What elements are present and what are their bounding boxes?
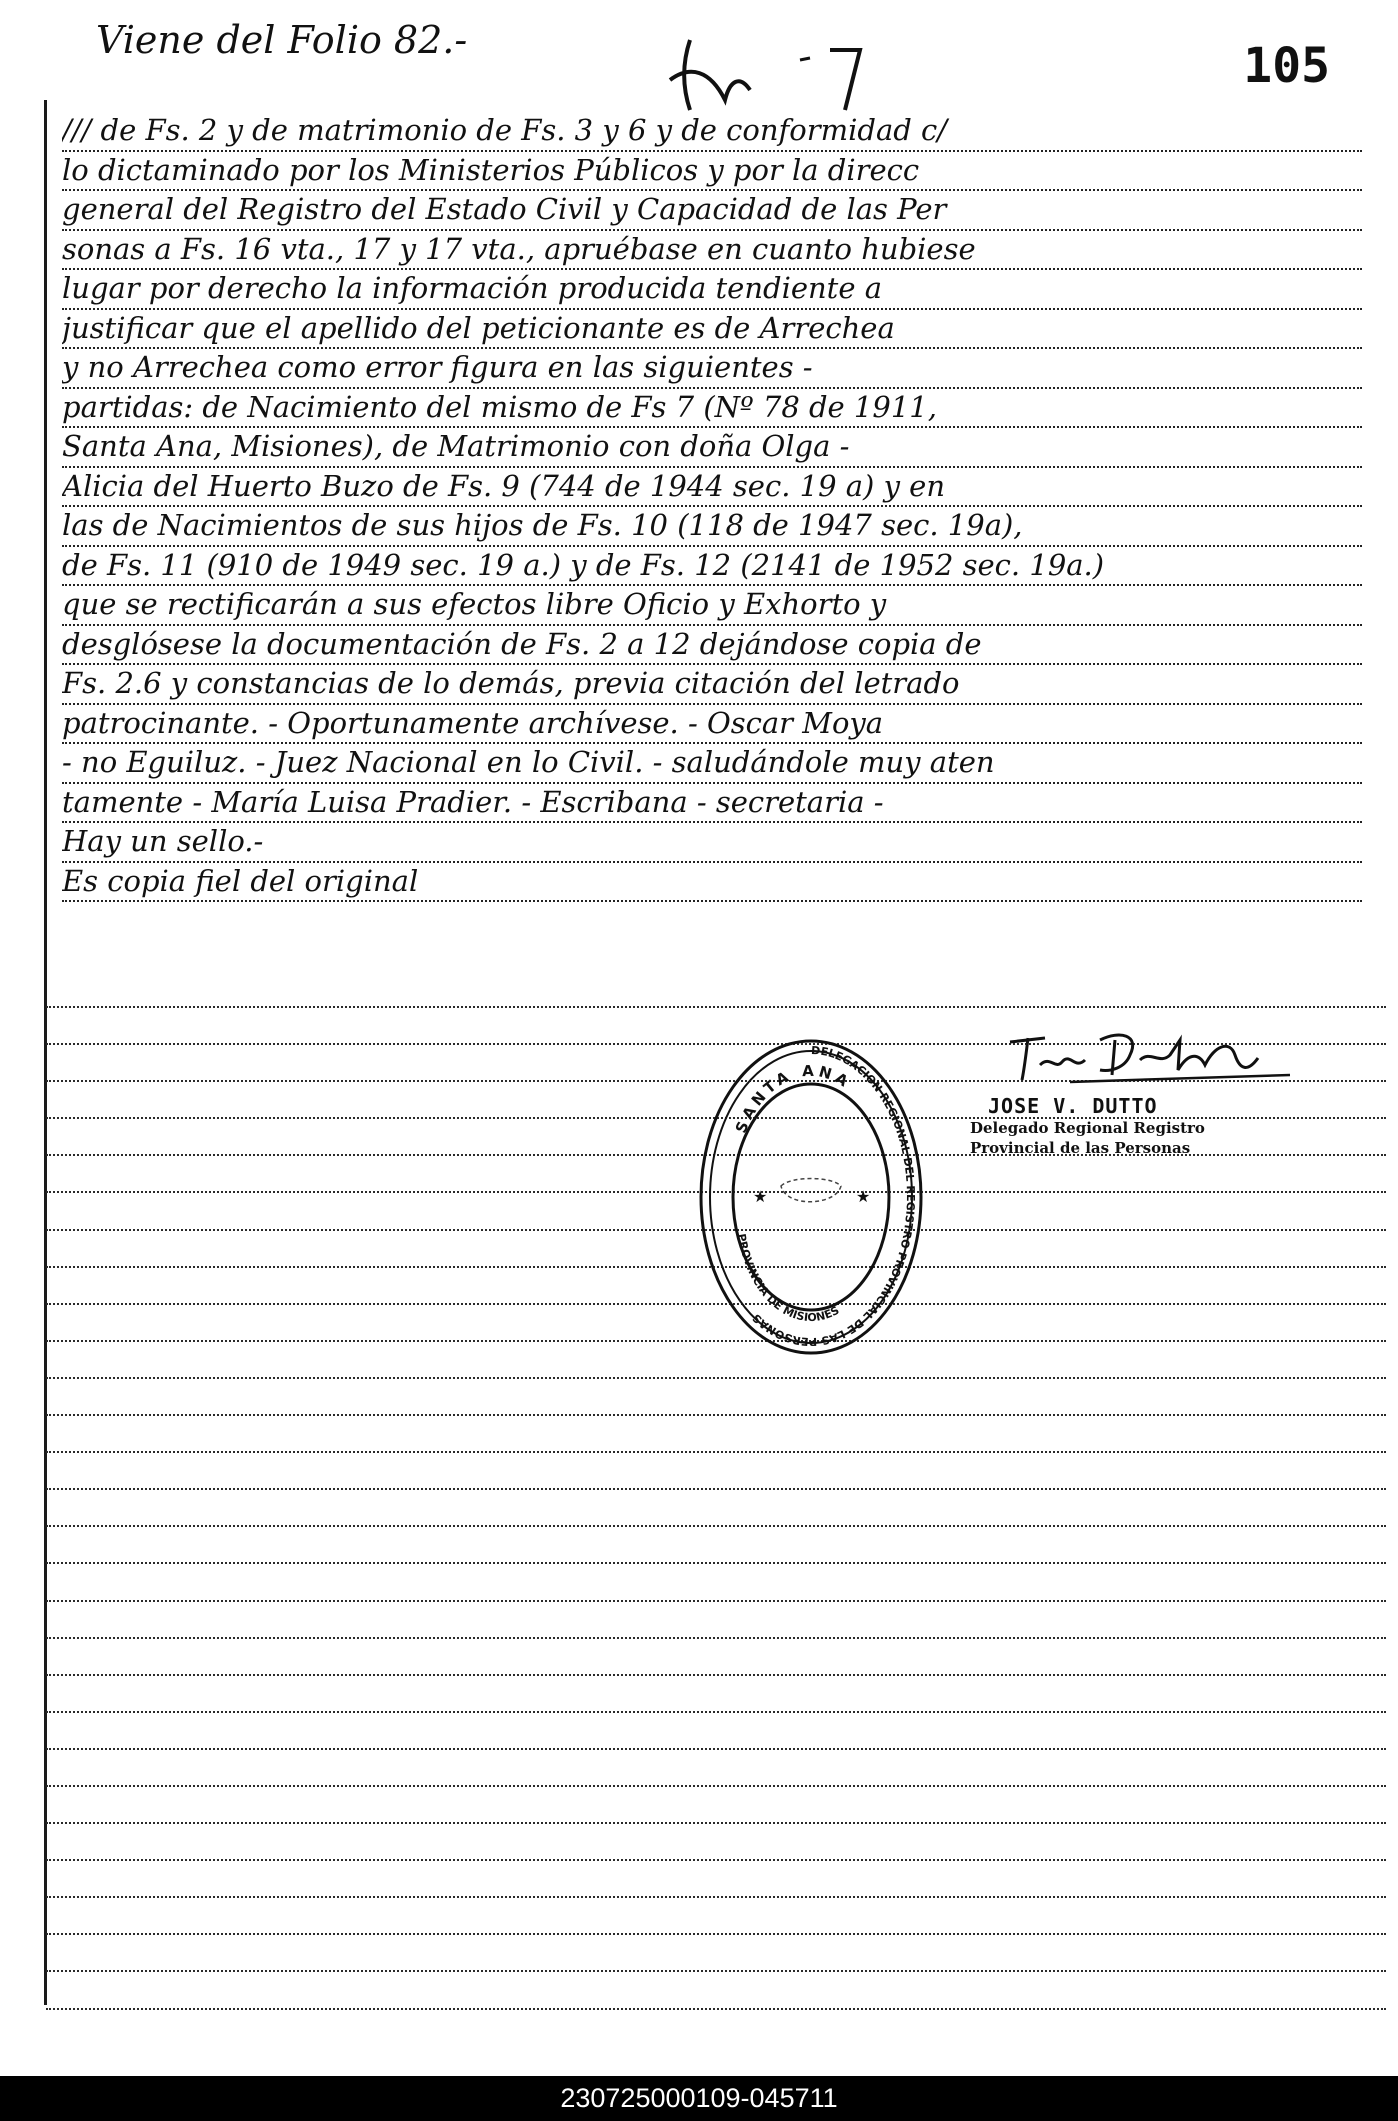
svg-text:PROVINCIA DE MISIONES bbox=[735, 1233, 842, 1324]
text-line: tamente - María Luisa Pradier. - Escribana - secretaria - bbox=[62, 784, 1362, 824]
ruled-line bbox=[46, 1859, 1386, 1861]
text-line: Hay un sello.- bbox=[62, 823, 1362, 863]
text-line: general del Registro del Estado Civil y Capacidad de las Per bbox=[62, 191, 1362, 231]
ruled-line bbox=[46, 1414, 1386, 1416]
handwritten-resolution-text bbox=[62, 112, 1362, 902]
text-line: justificar que el apellido del peticionante es de Arrechea bbox=[62, 310, 1362, 350]
ruled-line bbox=[46, 1822, 1386, 1824]
ruled-line bbox=[46, 1674, 1386, 1676]
text-line: lugar por derecho la información producida tendiente a bbox=[62, 270, 1362, 310]
ruled-line bbox=[46, 2008, 1386, 2010]
svg-text:★: ★ bbox=[753, 1187, 768, 1206]
ruled-line bbox=[46, 1488, 1386, 1490]
ruled-line bbox=[46, 1451, 1386, 1453]
stamp-inner-top-text: SANTA ANA bbox=[731, 1061, 855, 1136]
text-line: Es copia fiel del original bbox=[62, 863, 1362, 903]
text-line: lo dictaminado por los Ministerios Públicos y por la direcc bbox=[62, 152, 1362, 192]
svg-text:★: ★ bbox=[856, 1187, 871, 1206]
ruled-line bbox=[46, 1896, 1386, 1898]
text-line: desglósese la documentación de Fs. 2 a 12 dejándose copia de bbox=[62, 626, 1362, 666]
text-line: de Fs. 11 (910 de 1949 sec. 19 a.) y de Fs. 12 (2141 de 1952 sec. 19a.) bbox=[62, 547, 1362, 587]
ruled-line bbox=[46, 1711, 1386, 1713]
document-code: 230725000109-045711 bbox=[560, 2083, 838, 2113]
ruled-line bbox=[46, 1600, 1386, 1602]
text-line: Alicia del Huerto Buzo de Fs. 9 (744 de 1944 sec. 19 a) y en bbox=[62, 468, 1362, 508]
ruled-line bbox=[46, 1377, 1386, 1379]
ruled-line bbox=[46, 1562, 1386, 1564]
svg-text:SANTA ANA bbox=[732, 1062, 855, 1136]
signatory-title-line2: Provincial de las Personas bbox=[970, 1139, 1191, 1157]
handwritten-signature bbox=[990, 1020, 1320, 1090]
ruled-line bbox=[46, 1006, 1386, 1008]
text-line: sonas a Fs. 16 vta., 17 y 17 vta., apruébase en cuanto hubiese bbox=[62, 231, 1362, 271]
signatory-name: JOSE V. DUTTO bbox=[988, 1094, 1158, 1118]
document-code-band bbox=[0, 2076, 1398, 2121]
stamp-outer-text: DELEGACION REGIONAL DEL REGISTRO PROVINCIAL DE LAS PERSONAS bbox=[749, 1043, 917, 1349]
official-seal-stamp bbox=[696, 1036, 926, 1358]
text-line: y no Arrechea como error figura en las siguientes - bbox=[62, 349, 1362, 389]
text-line: Santa Ana, Misiones), de Matrimonio con doña Olga - bbox=[62, 428, 1362, 468]
text-line: partidas: de Nacimiento del mismo de Fs 7 (Nº 78 de 1911, bbox=[62, 389, 1362, 429]
ruled-line bbox=[46, 1525, 1386, 1527]
signatory-block bbox=[970, 1094, 1270, 1158]
page-number: 105 bbox=[1243, 38, 1330, 94]
ruled-line bbox=[46, 1970, 1386, 1972]
signatory-title-line1: Delegado Regional Registro bbox=[970, 1119, 1205, 1137]
text-line: /// de Fs. 2 y de matrimonio de Fs. 3 y 6 y de conformidad c/ bbox=[62, 112, 1362, 152]
corner-initials-signature bbox=[650, 10, 970, 120]
text-line: patrocinante. - Oportunamente archívese. - Oscar Moya bbox=[62, 705, 1362, 745]
ruled-line bbox=[46, 1933, 1386, 1935]
ruled-line bbox=[46, 1748, 1386, 1750]
continued-from-folio: Viene del Folio 82.- bbox=[96, 18, 468, 62]
text-line: las de Nacimientos de sus hijos de Fs. 10 (118 de 1947 sec. 19a), bbox=[62, 507, 1362, 547]
ruled-line bbox=[46, 1785, 1386, 1787]
ruled-line bbox=[46, 1637, 1386, 1639]
stamp-inner-bottom-text: PROVINCIA DE MISIONES bbox=[734, 1232, 842, 1325]
text-line: que se rectificarán a sus efectos libre Oficio y Exhorto y bbox=[62, 586, 1362, 626]
text-line: Fs. 2.6 y constancias de lo demás, previa citación del letrado bbox=[62, 665, 1362, 705]
text-line: - no Eguiluz. - Juez Nacional en lo Civil. - saludándole muy aten bbox=[62, 744, 1362, 784]
